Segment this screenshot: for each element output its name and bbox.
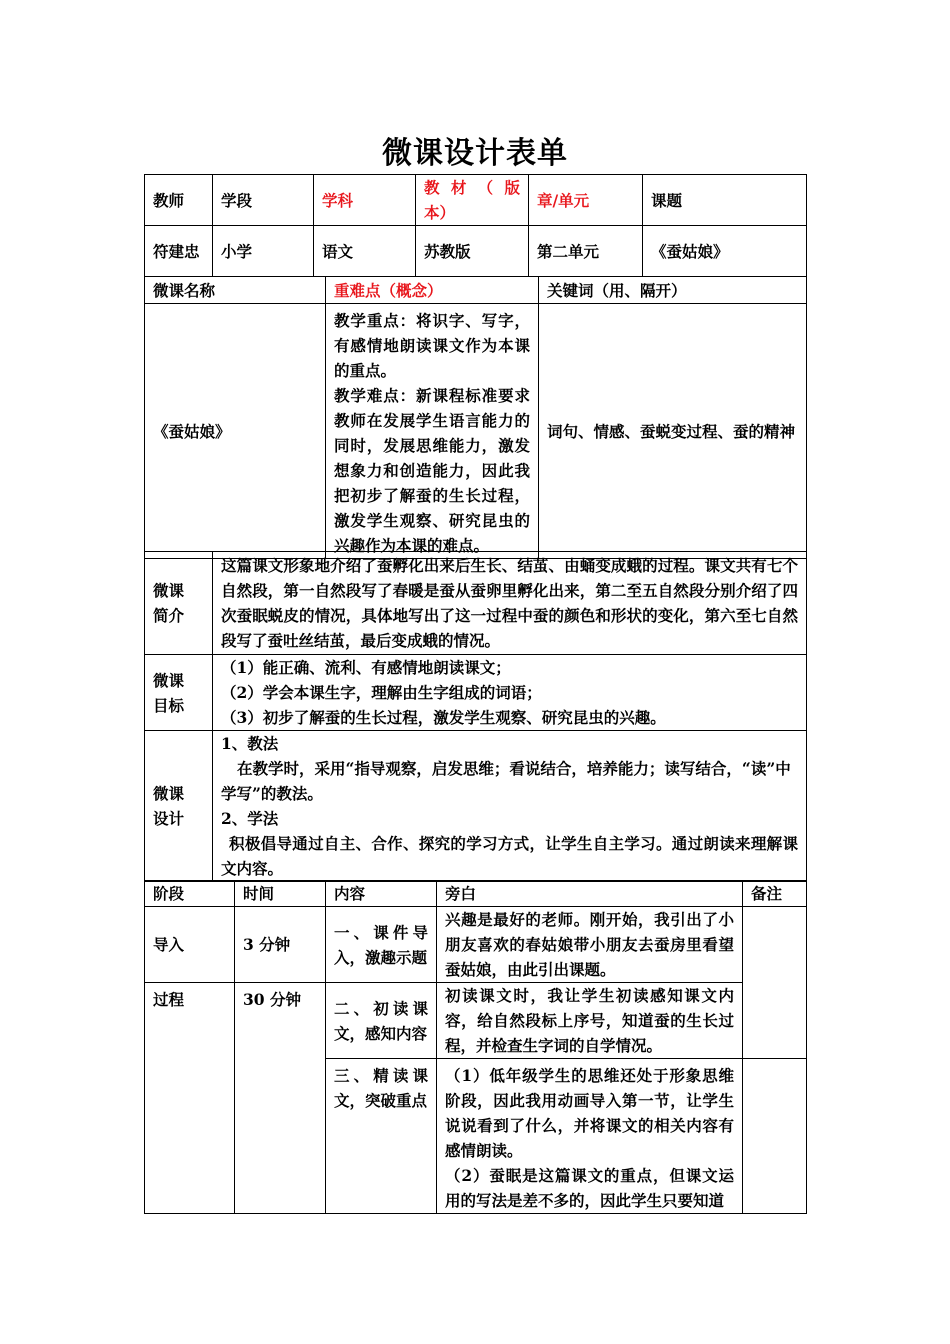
note-cell-2 — [743, 1059, 807, 1214]
textbook-header: 教 材 （ 版 本） — [416, 175, 529, 226]
narration-part-b: （2）蚕眠是这篇课文的重点，但课文运用的写法是差不多的，因此学生只要知道 — [445, 1166, 734, 1210]
design-content — [213, 731, 807, 882]
learn-title: 2、学法 — [221, 809, 279, 828]
keywords-value: 词句、情感、蚕蜕变过程、蚕的精神 — [539, 304, 807, 559]
goals-label — [145, 655, 213, 731]
name-label: 微课名称 — [145, 277, 326, 304]
teacher-header: 教师 — [145, 175, 213, 226]
method-title: 1、教法 — [221, 734, 279, 753]
method-text: 在教学时，采用“指导观察，启发思维；看说结合，培养能力；读写结合，“读”中学写”的教法。 — [221, 759, 791, 803]
process-table — [144, 880, 807, 1214]
intro-text: 这篇课文形象地介绍了蚕孵化出来后生长、结茧、由蛹变成蛾的过程。课文共有七个自然段，第一自然段写了春暖是蚕从蚕卵里孵化出来，第二至五自然段分别介绍了四次蚕眠蜕皮的情况，具体地写出了这一过程中蚕的颜色和形状的变化，第六至七自然段写了蚕吐丝结茧，最后变成蛾的情况。 — [213, 552, 807, 655]
description-table — [144, 551, 807, 882]
stage-header: 学段 — [213, 175, 314, 226]
process-header-time: 时间 — [235, 881, 326, 907]
intro-time: 3 分钟 — [235, 907, 326, 983]
process-content-1: 二、初读课文，感知内容 — [326, 983, 437, 1059]
key-difficulty: 教学难点：新课程标准要求教师在发展学生语言能力的同时，发展思维能力，激发想象力和创造能力，因此我把初步了解蚕的生长过程，激发学生观察、研究昆虫的兴趣作为本课的难点。 — [334, 386, 530, 555]
key-points-cell — [326, 304, 539, 559]
goal-item: （2）学会本课生字，理解由生字组成的词语； — [221, 683, 542, 702]
intro-content: 一、课件导入，激趣示题 — [326, 907, 437, 983]
process-header-content: 内容 — [326, 881, 437, 907]
textbook-value: 苏教版 — [416, 226, 529, 277]
design-label-line-1: 微课 — [153, 784, 185, 803]
goal-item: （3）初步了解蚕的生长过程，激发学生观察、研究昆虫的兴趣。 — [221, 708, 666, 727]
process-header-note: 备注 — [743, 881, 807, 907]
design-label-line-2: 设计 — [153, 809, 185, 828]
process-stage: 过程 — [145, 983, 235, 1214]
intro-label-line-1: 微课 — [153, 581, 185, 600]
intro-stage: 导入 — [145, 907, 235, 983]
name-table — [144, 276, 807, 559]
process-time: 30 分钟 — [235, 983, 326, 1214]
chapter-header: 章/单元 — [529, 175, 643, 226]
goals-list — [213, 655, 807, 731]
process-narration-1: 初读课文时，我让学生初读感知课文内容，给自然段标上序号，知道蚕的生长过程，并检查生字词的自学情况。 — [437, 983, 743, 1059]
learn-text: 积极倡导通过自主、合作、探究的学习方式，让学生自主学习。通过朗读来理解课文内容。 — [221, 834, 798, 878]
process-content-2: 三、精读课文，突破重点 — [326, 1059, 437, 1214]
subject-header: 学科 — [314, 175, 416, 226]
chapter-value: 第二单元 — [529, 226, 643, 277]
page-title: 微课设计表单 — [382, 136, 568, 171]
lesson-name: 《蚕姑娘》 — [145, 304, 326, 559]
keyword-label: 关键词（用、隔开） — [539, 277, 807, 304]
goal-item: （1）能正确、流利、有感情地朗读课文； — [221, 658, 511, 677]
intro-label — [145, 552, 213, 655]
teacher-value: 符建忠 — [145, 226, 213, 277]
note-cell — [743, 907, 807, 1059]
design-label — [145, 731, 213, 882]
stage-value: 小学 — [213, 226, 314, 277]
narration-part-a: （1）低年级学生的思维还处于形象思维阶段，因此我用动画导入第一节，让学生说说看到了什么，并将课文的相关内容有感情朗读。 — [445, 1066, 734, 1160]
process-header-narration: 旁白 — [437, 881, 743, 907]
key-label: 重难点（概念） — [326, 277, 539, 304]
subject-value: 语文 — [314, 226, 416, 277]
intro-label-line-2: 简介 — [153, 606, 185, 625]
goals-label-line-1: 微课 — [153, 670, 185, 690]
process-header-stage: 阶段 — [145, 881, 235, 907]
topic-header: 课题 — [643, 175, 807, 226]
header-table — [144, 174, 807, 277]
goals-label-line-2: 目标 — [153, 695, 185, 715]
process-narration-2 — [437, 1059, 743, 1214]
topic-value: 《蚕姑娘》 — [643, 226, 807, 277]
intro-narration: 兴趣是最好的老师。刚开始，我引出了小朋友喜欢的春姑娘带小朋友去蚕房里看望蚕姑娘，由此引出课题。 — [437, 907, 743, 983]
key-focus: 教学重点：将识字、写字，有感情地朗读课文作为本课的重点。 — [334, 311, 530, 380]
